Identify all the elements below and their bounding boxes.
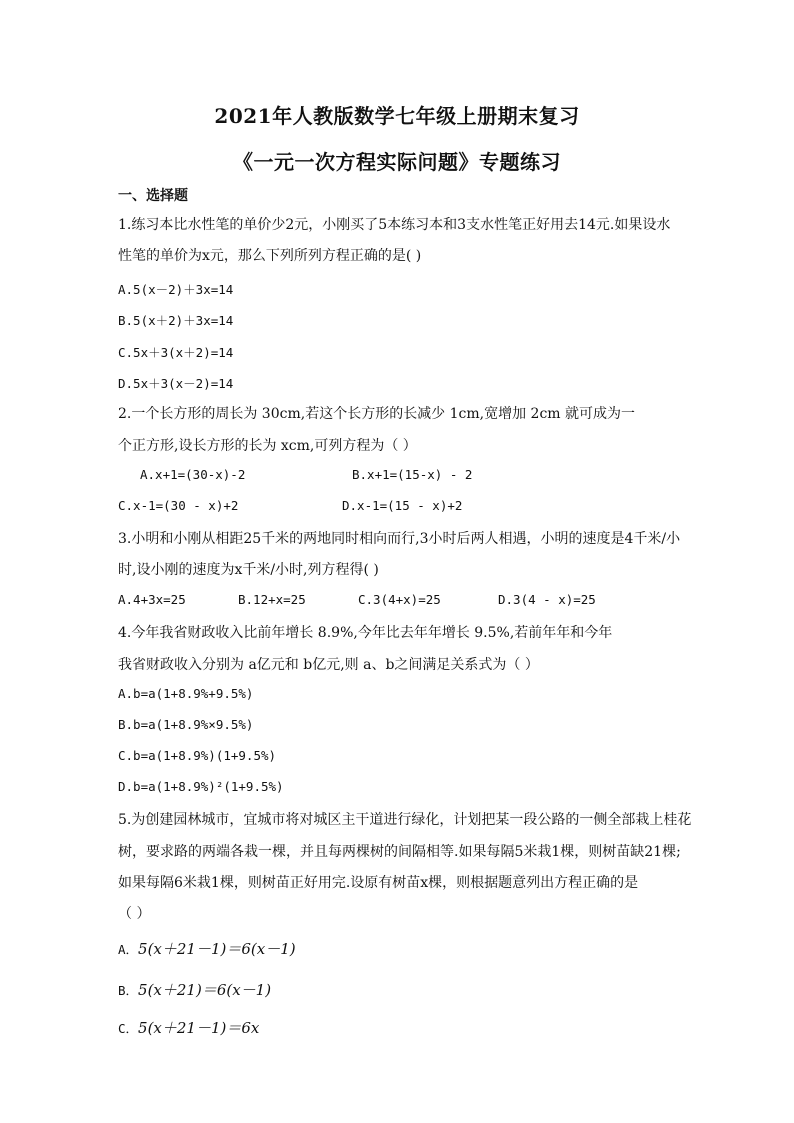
question-2-option-b: B.x+1=(15-x) - 2 bbox=[352, 467, 473, 482]
question-3-option-d: D.3(4 - x)=25 bbox=[498, 592, 596, 607]
question-1-option-a: A.5(x－2)＋3x=14 bbox=[118, 282, 234, 297]
question-5-line-3: 如果每隔6米栽1棵，则树苗正好用完.设原有树苗x棵，则根据题意列出方程正确的是 bbox=[118, 875, 639, 891]
question-2-line-2: 个正方形,设长方形的长为 xcm,可列方程为（ ） bbox=[118, 438, 417, 454]
question-5-option-b bbox=[118, 979, 271, 1000]
option-label: A． bbox=[118, 942, 139, 957]
question-5-line-4: （ ） bbox=[118, 906, 151, 922]
question-5-line-1: 5.为创建园林城市，宜城市将对城区主干道进行绿化，计划把某一段公路的一侧全部栽上桂花 bbox=[118, 812, 692, 828]
question-2-option-a: A.x+1=(30-x)-2 bbox=[140, 467, 246, 482]
question-2-option-d: D.x-1=(15 - x)+2 bbox=[342, 498, 463, 513]
question-3-option-a: A.4+3x=25 bbox=[118, 592, 186, 607]
question-4-option-b: B.b=a(1+8.9%×9.5%) bbox=[118, 717, 254, 732]
question-4-option-a: A.b=a(1+8.9%+9.5%) bbox=[118, 686, 254, 701]
question-2-option-c: C.x-1=(30 - x)+2 bbox=[118, 498, 239, 513]
question-3-option-c: C.3(4+x)=25 bbox=[358, 592, 441, 607]
section-heading: 一、选择题 bbox=[118, 188, 188, 204]
question-1-option-d: D.5x＋3(x－2)=14 bbox=[118, 376, 234, 391]
question-4-option-c: C.b=a(1+8.9%)(1+9.5%) bbox=[118, 748, 277, 763]
question-1-option-b: B.5(x＋2)＋3x=14 bbox=[118, 313, 234, 328]
option-label: C． bbox=[118, 1021, 139, 1036]
option-label: B． bbox=[118, 983, 139, 998]
equation: 5(x＋21－1)＝6x bbox=[138, 1019, 260, 1037]
question-5-option-c bbox=[118, 1017, 259, 1038]
question-3-line-1: 3.小明和小刚从相距25千米的两地同时相向而行,3小时后两人相遇，小明的速度是4千米/小 bbox=[118, 531, 681, 547]
question-4-option-d: D.b=a(1+8.9%)²(1+9.5%) bbox=[118, 779, 284, 794]
page-subtitle: 《一元一次方程实际问题》专题练习 bbox=[233, 150, 561, 174]
equation: 5(x＋21)＝6(x－1) bbox=[138, 981, 272, 999]
question-2-line-1: 2.一个长方形的周长为 30cm,若这个长方形的长减少 1cm,宽增加 2cm 就可成为一 bbox=[118, 406, 636, 422]
question-4-line-1: 4.今年我省财政收入比前年增长 8.9%,今年比去年年增长 9.5%,若前年年和今年 bbox=[118, 625, 613, 641]
page-title: 2021年人教版数学七年级上册期末复习 bbox=[214, 104, 580, 128]
question-3-line-2: 时,设小刚的速度为x千米/小时,列方程得( ) bbox=[118, 562, 379, 578]
question-5-option-a bbox=[118, 938, 296, 959]
question-5-line-2: 树，要求路的两端各栽一棵，并且每两棵树的间隔相等.如果每隔5米栽1棵，则树苗缺21棵; bbox=[118, 844, 681, 860]
question-1-option-c: C.5x＋3(x＋2)=14 bbox=[118, 345, 234, 360]
question-1-line-2: 性笔的单价为x元，那么下列所列方程正确的是( ) bbox=[118, 248, 422, 264]
equation: 5(x＋21－1)＝6(x－1) bbox=[138, 940, 296, 958]
question-1-line-1: 1.练习本比水性笔的单价少2元，小刚买了5本练习本和3支水性笔正好用去14元.如果设水 bbox=[118, 217, 671, 233]
question-3-option-b: B.12+x=25 bbox=[238, 592, 306, 607]
question-4-line-2: 我省财政收入分别为 a亿元和 b亿元,则 a、b之间满足关系式为（ ） bbox=[118, 657, 539, 673]
